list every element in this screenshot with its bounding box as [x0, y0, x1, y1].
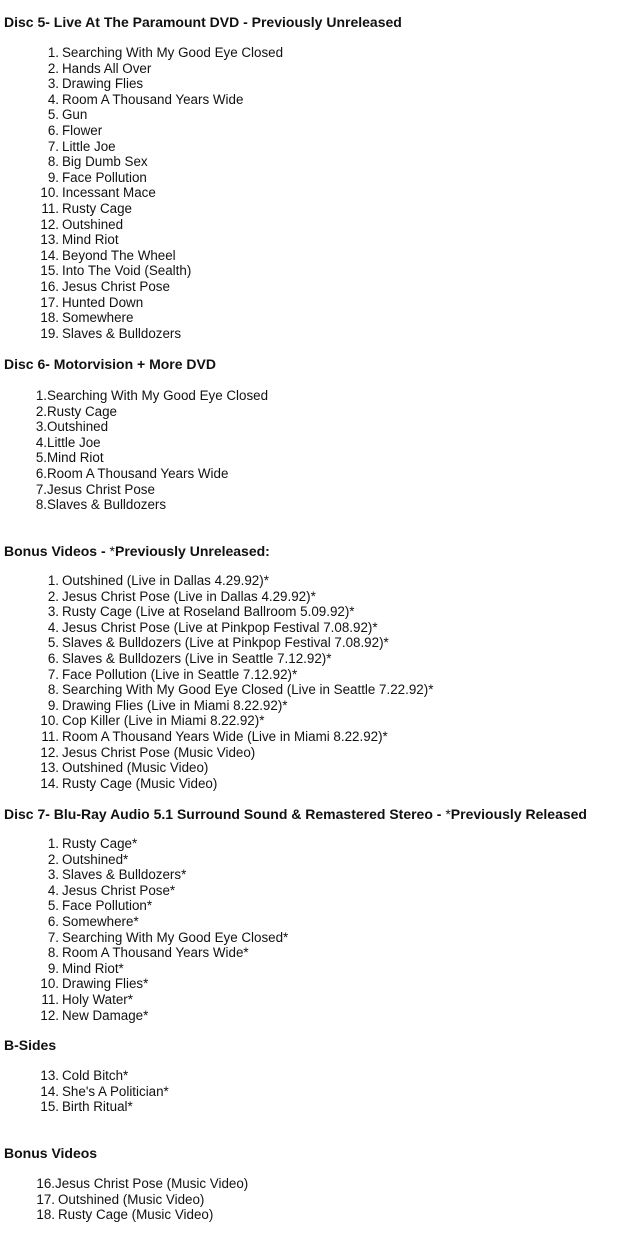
track-number: 14.	[40, 775, 59, 791]
track-number: 11.	[41, 991, 59, 1007]
track-number: 17.	[36, 1191, 55, 1207]
track-number: 11.	[41, 728, 59, 744]
track-number: 6.	[47, 913, 59, 929]
track-number: 7.	[35, 481, 47, 497]
track-title: Into The Void (Sealth)	[62, 263, 192, 279]
track-title: Jesus Christ Pose*	[62, 882, 176, 898]
track-title: Jesus Christ Pose (Live at Pinkpop Festival 7.08.92)*	[62, 619, 378, 635]
track-title: Jesus Christ Pose (Music Video)	[55, 1176, 249, 1191]
disc7-title: Disc 7- Blu-Ray Audio 5.1 Surround Sound & Remastered Stereo -	[4, 806, 446, 822]
track-title: Searching With My Good Eye Closed*	[62, 929, 289, 945]
track-title: Rusty Cage (Music Video)	[62, 775, 218, 791]
track-title: Outshined (Music Video)	[58, 1191, 205, 1207]
track-title: Somewhere*	[62, 913, 139, 929]
track-number: 2.	[47, 851, 59, 867]
track-number: 4.	[47, 619, 59, 635]
track-number: 2.	[47, 60, 59, 76]
disc7-asterisk: *	[445, 806, 451, 822]
track-number: 10.	[40, 976, 59, 992]
track-number: 17.	[40, 294, 59, 310]
track-number: 15.	[40, 263, 59, 279]
track-number: 8.	[47, 682, 59, 698]
bonus-videos-asterisk: *	[109, 543, 115, 559]
track-number: 4.	[47, 882, 59, 898]
bonus-videos-subtitle: Previously Unreleased:	[115, 543, 270, 559]
track-title: Slaves & Bulldozers	[47, 497, 167, 513]
track-number: 8.	[35, 497, 47, 513]
track-number: 11.	[41, 200, 59, 216]
track-number: 13.	[40, 232, 59, 248]
track-title: Beyond The Wheel	[62, 247, 176, 263]
track-title: Drawing Flies	[62, 76, 144, 92]
track-number: 9.	[47, 697, 59, 713]
track-number: 13.	[40, 760, 59, 776]
track-title: Outshined (Music Video)	[62, 760, 209, 776]
track-title: Face Pollution*	[62, 898, 153, 914]
track-title: Drawing Flies*	[62, 976, 149, 992]
track-number: 9.	[47, 960, 59, 976]
track-number: 2.	[47, 588, 59, 604]
track-title: Big Dumb Sex	[62, 154, 148, 170]
track-title: Rusty Cage*	[62, 836, 138, 851]
track-title: Face Pollution (Live in Seattle 7.12.92)*	[62, 666, 298, 682]
track-title: New Damage*	[62, 1007, 149, 1023]
track-number: 5.	[47, 107, 59, 123]
track-number: 9.	[47, 169, 59, 185]
track-number: 6.	[35, 465, 47, 481]
disc7-heading	[4, 806, 587, 822]
track-number: 10.	[40, 185, 59, 201]
track-title: Outshined	[62, 216, 124, 232]
track-title: Room A Thousand Years Wide*	[62, 945, 249, 961]
track-number: 12.	[40, 216, 59, 232]
track-title: Little Joe	[47, 434, 101, 450]
track-number: 15.	[40, 1099, 59, 1115]
track-title: Cop Killer (Live in Miami 8.22.92)*	[62, 713, 265, 729]
bonus-videos-title: Bonus Videos -	[4, 543, 110, 559]
track-title: Flower	[62, 122, 103, 138]
disc5-heading: Disc 5- Live At The Paramount DVD - Previously Unreleased	[4, 14, 402, 30]
disc7-subtitle: Previously Released	[450, 806, 587, 822]
track-title: Rusty Cage	[62, 200, 132, 216]
track-title: Jesus Christ Pose (Live in Dallas 4.29.92)*	[62, 588, 316, 604]
track-title: Searching With My Good Eye Closed	[47, 388, 269, 403]
track-number: 3.	[47, 76, 59, 92]
track-title: Room A Thousand Years Wide (Live in Miami 8.22.92)*	[62, 728, 388, 744]
track-number: 3.	[35, 419, 47, 435]
track-number: 5.	[47, 898, 59, 914]
track-title: Jesus Christ Pose	[62, 278, 170, 294]
track-number: 5.	[47, 635, 59, 651]
track-title: Slaves & Bulldozers (Live at Pinkpop Festival 7.08.92)*	[62, 635, 389, 651]
track-number: 8.	[47, 945, 59, 961]
track-title: Gun	[62, 107, 88, 123]
track-title: Outshined (Live in Dallas 4.29.92)*	[62, 573, 269, 588]
track-title: Drawing Flies (Live in Miami 8.22.92)*	[62, 697, 288, 713]
track-number: 14.	[40, 247, 59, 263]
bonus-videos-heading	[4, 543, 270, 559]
track-number: 1.	[47, 45, 59, 60]
track-number: 3.	[47, 604, 59, 620]
track-number: 7.	[47, 666, 59, 682]
track-title: Slaves & Bulldozers	[62, 325, 182, 341]
track-number: 14.	[40, 1083, 59, 1099]
track-number: 18.	[40, 310, 59, 326]
track-number: 16.	[40, 278, 59, 294]
track-number: 1.	[47, 836, 59, 851]
track-title: Rusty Cage	[47, 403, 117, 419]
track-number: 13.	[40, 1068, 59, 1083]
track-title: Searching With My Good Eye Closed	[62, 45, 284, 60]
track-number: 10.	[40, 713, 59, 729]
bonus-videos-2-heading: Bonus Videos	[4, 1145, 98, 1161]
track-number: 8.	[47, 154, 59, 170]
track-number: 19.	[40, 325, 59, 341]
track-number: 1.	[47, 573, 59, 588]
track-number: 12.	[40, 744, 59, 760]
track-number: 4.	[35, 434, 47, 450]
track-title: Room A Thousand Years Wide	[62, 91, 244, 107]
track-title: Mind Riot	[47, 450, 104, 466]
track-title: She's A Politician*	[62, 1083, 169, 1099]
track-title: Birth Ritual*	[62, 1099, 133, 1115]
track-title: Rusty Cage (Live at Roseland Ballroom 5.09.92)*	[62, 604, 355, 620]
track-title: Outshined*	[62, 851, 129, 867]
track-title: Jesus Christ Pose (Music Video)	[62, 744, 256, 760]
track-number: 6.	[47, 650, 59, 666]
track-number: 6.	[47, 122, 59, 138]
track-title: Mind Riot*	[62, 960, 124, 976]
track-number: 5.	[35, 450, 47, 466]
track-title: Holy Water*	[62, 991, 133, 1007]
track-title: Hands All Over	[62, 60, 152, 76]
track-number: 3.	[47, 867, 59, 883]
track-number: 2.	[35, 403, 47, 419]
track-title: Room A Thousand Years Wide	[47, 465, 229, 481]
track-number: 7.	[47, 138, 59, 154]
track-title: Somewhere	[62, 310, 134, 326]
track-title: Hunted Down	[62, 294, 144, 310]
track-title: Face Pollution	[62, 169, 147, 185]
track-title: Incessant Mace	[62, 185, 156, 201]
track-title: Cold Bitch*	[62, 1068, 129, 1083]
track-title: Mind Riot	[62, 232, 119, 248]
disc6-heading: Disc 6- Motorvision + More DVD	[4, 356, 216, 372]
track-title: Searching With My Good Eye Closed (Live in Seattle 7.22.92)*	[62, 682, 434, 698]
track-title: Rusty Cage (Music Video)	[58, 1207, 214, 1223]
track-number: 12.	[40, 1007, 59, 1023]
track-number: 16.	[36, 1176, 55, 1191]
track-title: Outshined	[47, 419, 109, 435]
track-title: Slaves & Bulldozers*	[62, 867, 187, 883]
track-number: 7.	[47, 929, 59, 945]
track-number: 4.	[47, 91, 59, 107]
track-number: 1.	[35, 388, 47, 403]
track-title: Jesus Christ Pose	[47, 481, 155, 497]
track-title: Little Joe	[62, 138, 116, 154]
track-title: Slaves & Bulldozers (Live in Seattle 7.12.92)*	[62, 650, 332, 666]
bsides-heading: B-Sides	[4, 1037, 57, 1053]
track-number: 18.	[36, 1207, 55, 1223]
